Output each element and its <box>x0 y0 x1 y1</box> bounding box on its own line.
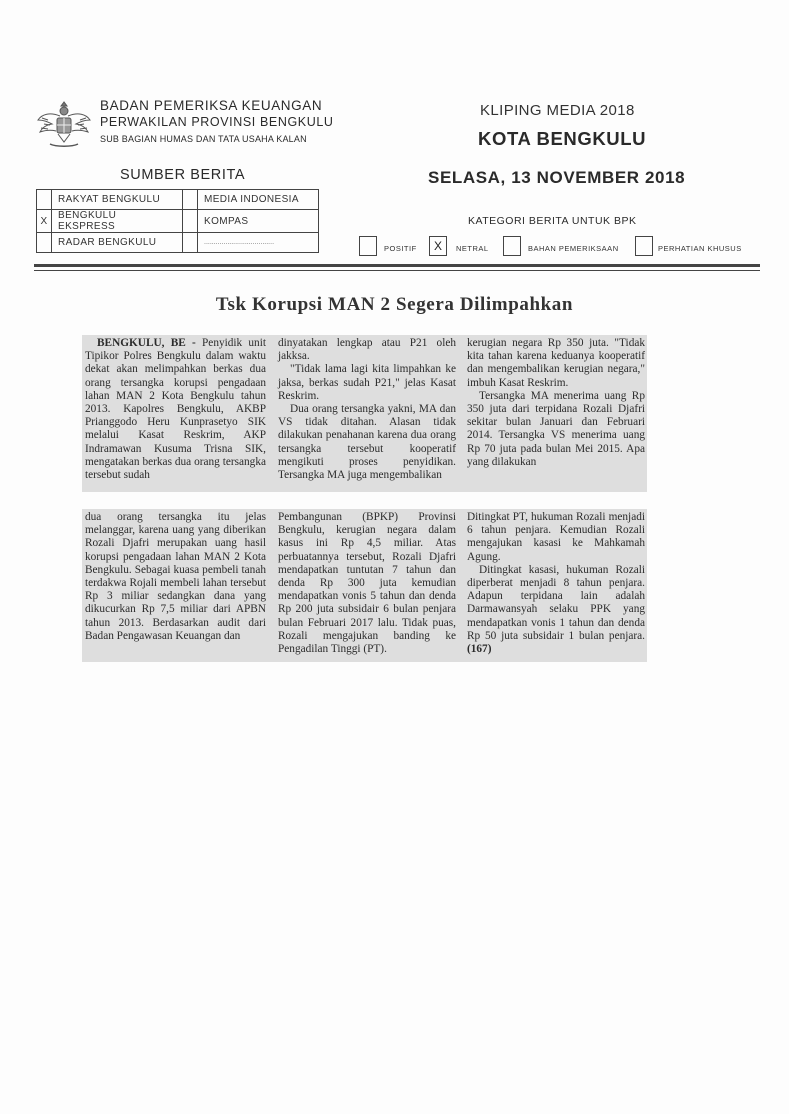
category-label: BAHAN PEMERIKSAAN <box>528 244 619 253</box>
category-checkbox-netral: X <box>429 236 447 256</box>
header-divider <box>34 264 760 267</box>
category-label: POSITIF <box>384 244 417 253</box>
source-heading: SUMBER BERITA <box>120 167 246 183</box>
category-checkbox-perhatian-khusus <box>635 236 653 256</box>
source-name: RADAR BENGKULU <box>52 233 183 253</box>
source-name: MEDIA INDONESIA <box>198 190 319 210</box>
source-row <box>37 210 319 233</box>
source-name: RAKYAT BENGKULU <box>52 190 183 210</box>
article-paragraph: Ditingkat PT, hukuman Rozali menjadi 6 tahun penjara. Kemudian Rozali mengajukan kasasi ke Mahkamah Agung. <box>467 511 645 563</box>
article-paragraph: dua orang tersangka itu jelas melanggar, karena uang yang diberikan Rozali Djafri merupakan uang hasil korupsi pengadaan lahan MAN 2 Kota Bengkulu. Sebagai kuasa pembeli tanah terdakwa Rojali membeli lahan tersebut Rp 3 miliar sedangkan dana yang dikucurkan Rp 7,5 miliar dari APBN tahun 2013. Berdasarkan audit dari Badan Pengawasan Keuangan dan <box>85 511 266 642</box>
article-paragraph: "Tidak lama lagi kita limpahkan ke jaksa, berkas sudah P21," jelas Kasat Reskrim. <box>278 363 456 402</box>
article-paragraph: Tersangka MA menerima uang Rp 350 juta dari terpidana Rozali Djafri sekitar bulan Januari dan Februari 2014. Tersangka VS menerima uang Rp 70 juta pada bulan Mei 2015. Apa yang dilakukan <box>467 389 645 468</box>
article-signature: (167) <box>467 643 492 656</box>
article-text: Penyidik unit Tipikor Polres Bengkulu dalam waktu dekat akan melimpahkan berkas dua orang tersangka korupsi pengadaan lahan MAN 2 Kota Bengkulu tahun 2013. Kapolres Bengkulu, AKBP Prianggodo Heru Kunprasetyo SIK melalui Kasat Reskrim, AKP Indramawan Kusuma Trisna SIK, mengatakan berkas dua orang tersangka tersebut sudah <box>85 337 266 482</box>
source-mark <box>37 190 52 210</box>
article-dateline: BENGKULU, BE - <box>97 337 196 349</box>
source-name: BENGKULU EKSPRESS <box>52 210 183 233</box>
clipping-date: SELASA, 13 NOVEMBER 2018 <box>428 168 686 187</box>
source-mark: X <box>37 210 52 233</box>
category-checkbox-positif <box>359 236 377 256</box>
source-mark <box>183 210 198 233</box>
article-title: Tsk Korupsi MAN 2 Segera Dilimpahkan <box>215 294 574 315</box>
clipping-title: KLIPING MEDIA 2018 <box>480 102 635 119</box>
org-branch: PERWAKILAN PROVINSI BENGKULU <box>100 115 334 129</box>
source-name: .................................... <box>198 233 319 253</box>
category-checkbox-bahan-pemeriksaan <box>503 236 521 256</box>
header-divider <box>34 270 760 271</box>
article-column <box>467 511 645 656</box>
article-column <box>467 337 645 469</box>
category-label: PERHATIAN KHUSUS <box>658 244 742 253</box>
org-name: BADAN PEMERIKSA KEUANGAN <box>100 98 323 113</box>
article-paragraph: Dua orang tersangka yakni, MA dan VS tidak ditahan. Alasan tidak dilakukan penahanan karena dua orang tersangka tersebut kooperatif mengikuti proses penyidikan. Tersangka MA juga mengembalikan <box>278 403 456 482</box>
org-unit: SUB BAGIAN HUMAS DAN TATA USAHA KALAN <box>100 134 307 144</box>
category-label: NETRAL <box>456 244 489 253</box>
article-text: Ditingkat kasasi, hukuman Rozali diperberat menjadi 8 tahun penjara. Adapun terpidana lain adalah Darmawansyah selaku PPK yang mendapatkan vonis 1 tahun dan denda Rp 50 juta subsidair 1 bulan penjara. <box>467 563 645 642</box>
article-paragraph: kerugian negara Rp 350 juta. "Tidak kita tahan karena keduanya kooperatif dan mengembalikan kerugian negara," imbuh Kasat Reskrim. <box>467 337 645 389</box>
source-mark <box>183 190 198 210</box>
article-column <box>278 511 456 656</box>
source-mark <box>183 233 198 253</box>
category-heading: KATEGORI BERITA UNTUK BPK <box>468 215 637 227</box>
article-paragraph: Pembangunan (BPKP) Provinsi Bengkulu, kerugian negara dalam kasus ini Rp 4,5 miliar. Atas perbuatannya tersebut, Rozali Djafri mendapatkan tuntutan 7 tahun dan denda Rp 300 juta kemudian mendapatkan vonis 5 tahun dan denda Rp 200 juta subsidair 6 bulan penjara bulan Februari 2017 lalu. Tidak puas, Rozali mengajukan banding ke Pengadilan Tinggi (PT). <box>278 511 456 656</box>
article-column <box>85 337 266 482</box>
garuda-emblem-logo <box>36 94 92 152</box>
source-mark <box>37 233 52 253</box>
article-column <box>278 337 456 482</box>
source-row <box>37 190 319 210</box>
article-paragraph: dinyatakan lengkap atau P21 oleh jakksa. <box>278 337 456 363</box>
source-name: KOMPAS <box>198 210 319 233</box>
city-heading: KOTA BENGKULU <box>478 128 647 149</box>
source-table <box>36 189 319 253</box>
source-row <box>37 233 319 253</box>
article-column <box>85 511 266 643</box>
